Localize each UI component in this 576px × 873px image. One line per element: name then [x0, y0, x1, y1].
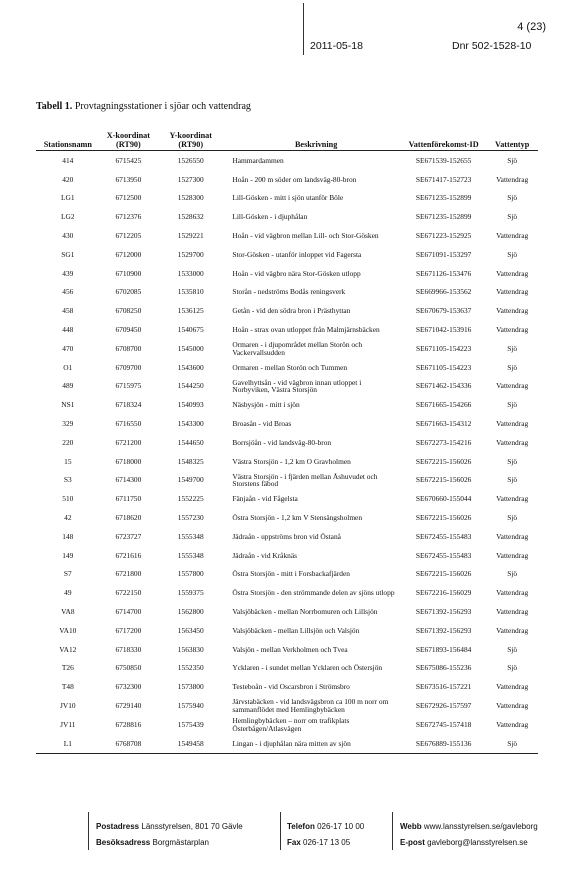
cell-vattentyp: Sjö: [507, 569, 518, 579]
cell-vattenforekomst-id: SE671105-154223: [416, 343, 472, 353]
cell-x-koordinat: 6716550: [115, 419, 142, 428]
cell-stationsnamn: 49: [64, 588, 72, 598]
cell-vattenforekomst-id: SE672215-156026: [415, 569, 472, 579]
cell-y-koordinat: 1536125: [177, 306, 204, 316]
cell-stationsnamn: 220: [62, 437, 74, 447]
cell-vattentyp: Vattendrag: [496, 287, 529, 297]
cell-y-koordinat: 1557230: [177, 512, 204, 522]
cell-vattentyp: Sjö: [507, 663, 518, 673]
cell-x-koordinat: 6712500: [115, 193, 142, 203]
cell-x-koordinat: 6721616: [115, 550, 142, 560]
table-row: [36, 226, 538, 245]
cell-x-koordinat: 6732300: [115, 682, 142, 692]
cell-beskrivning: Ycklaren - i sundet mellan Ycklaren och Östersjön: [232, 663, 383, 673]
cell-vattentyp: Vattendrag: [496, 325, 529, 335]
cell-y-koordinat: 1544650: [177, 437, 204, 447]
cell-x-koordinat: 6709700: [115, 362, 142, 372]
cell-stationsnamn: LG2: [61, 212, 75, 222]
cell-stationsnamn: VA12: [59, 644, 77, 654]
epost-link[interactable]: gavleborg@lansstyrelsen.se: [424, 838, 528, 847]
cell-vattenforekomst-id: SE672215-156026: [415, 512, 472, 522]
cell-vattentyp: Sjö: [507, 193, 518, 203]
footer: [0, 812, 576, 852]
table-row: [36, 546, 538, 565]
cell-stationsnamn: JV11: [60, 719, 76, 729]
cell-vattentyp: Vattendrag: [496, 606, 529, 616]
cell-vattenforekomst-id: SE672216-156029: [415, 588, 472, 598]
cell-x-koordinat: 6768708: [100, 734, 157, 753]
cell-vattenforekomst-id: SE671462-154336: [415, 381, 472, 391]
cell-y-koordinat: 1555348: [177, 531, 204, 541]
table-row: [36, 302, 538, 321]
cell-stationsnamn: JV10: [60, 700, 76, 710]
cell-beskrivning: Lill-Gösken - mitt i sjön utanför Böle: [232, 193, 344, 203]
cell-stationsnamn: 448: [62, 325, 74, 335]
cell-y-koordinat: 1543600: [177, 362, 204, 372]
cell-y-koordinat: 1549458: [157, 734, 224, 753]
page-number: 4 (23): [517, 21, 546, 33]
cell-stationsnamn: T48: [61, 682, 74, 692]
cell-stationsnamn: 489: [62, 381, 74, 391]
cell-vattenforekomst-id: SE671223-152925: [415, 231, 472, 241]
document-number: Dnr 502-1528-10: [452, 40, 532, 52]
table-row: [36, 602, 538, 621]
cell-vattentyp: Sjö: [507, 475, 518, 485]
cell-beskrivning: Östra Storsjön - 1,2 km V Stensängsholmen: [232, 512, 363, 522]
cell-y-koordinat: 1543300: [177, 419, 204, 428]
cell-y-koordinat: 1552350: [177, 663, 204, 673]
cell-beskrivning: Ormaren - mellan Storön och Tummen: [232, 362, 348, 372]
header-beskrivning: Beskrivning: [224, 132, 401, 151]
cell-y-koordinat: 1563830: [177, 644, 204, 654]
cell-vattenforekomst-id: SE672455-155483: [415, 531, 472, 541]
cell-y-koordinat: 1529221: [177, 231, 204, 241]
table-row: [36, 151, 538, 170]
cell-vattenforekomst-id: SE670660-155044: [415, 494, 472, 504]
document-date: 2011-05-18: [310, 40, 363, 52]
table-row: [36, 433, 538, 452]
cell-stationsnamn: VA8: [61, 606, 75, 616]
cell-y-koordinat: 1559375: [177, 588, 204, 598]
cell-beskrivning: Valsjöbäcken - mellan Lillsjön och Valsjön: [232, 625, 360, 635]
table-row: [36, 490, 538, 509]
cell-vattentyp: Sjö: [507, 249, 518, 259]
cell-stationsnamn: 329: [62, 419, 74, 428]
postadress-value: Länsstyrelsen, 801 70 Gävle: [139, 822, 243, 831]
cell-stationsnamn: S7: [63, 569, 72, 579]
cell-y-koordinat: 1545000: [177, 343, 204, 353]
cell-beskrivning: Ormaren - i djupområdet mellan Storön och Vackervallsudden: [232, 340, 363, 357]
table-row: [36, 189, 538, 208]
cell-vattenforekomst-id: SE672745-157418: [415, 719, 472, 729]
cell-y-koordinat: 1528632: [177, 212, 204, 222]
table-row: [36, 584, 538, 603]
cell-x-koordinat: 6721800: [115, 569, 142, 579]
cell-vattentyp: Vattendrag: [496, 550, 529, 560]
cell-vattentyp: Vattendrag: [496, 700, 529, 710]
cell-stationsnamn: 148: [62, 531, 74, 541]
cell-x-koordinat: 6710900: [115, 268, 142, 278]
cell-vattentyp: Vattendrag: [496, 625, 529, 635]
cell-vattenforekomst-id: SE672215-156026: [415, 456, 472, 466]
cell-x-koordinat: 6718324: [115, 400, 142, 410]
cell-vattenforekomst-id: SE671539-152655: [415, 155, 472, 165]
cell-beskrivning: Jädraån - uppströms bron vid Östanå: [232, 531, 341, 541]
cell-vattentyp: Vattendrag: [496, 306, 529, 316]
cell-vattentyp: Vattendrag: [496, 419, 529, 428]
cell-vattenforekomst-id: SE675086-155236: [415, 663, 472, 673]
cell-stationsnamn: 470: [62, 343, 74, 353]
cell-vattentyp: Sjö: [486, 734, 538, 753]
cell-vattentyp: Vattendrag: [496, 588, 529, 598]
cell-stationsnamn: 458: [62, 306, 74, 316]
table-row: [36, 320, 538, 339]
cell-beskrivning: Storån - nedströms Bodås reningsverk: [232, 287, 346, 297]
table-body: [36, 151, 538, 754]
cell-x-koordinat: 6709450: [115, 325, 142, 335]
cell-vattentyp: Sjö: [507, 212, 518, 222]
cell-x-koordinat: 6718330: [115, 644, 142, 654]
footer-divider: [88, 812, 89, 850]
cell-vattentyp: Sjö: [507, 155, 518, 165]
cell-y-koordinat: 1535810: [177, 287, 204, 297]
stations-table: [36, 132, 538, 754]
cell-stationsnamn: 15: [64, 456, 72, 466]
caption-text: Provtagningsstationer i sjöar och vattendrag: [72, 101, 251, 112]
cell-vattenforekomst-id: SE672273-154216: [415, 437, 472, 447]
fax-label: Fax: [287, 838, 301, 847]
table-row: [36, 170, 538, 189]
table-row: [36, 452, 538, 471]
cell-beskrivning: Hoån - strax ovan utloppet från Malmjärnsbäcken: [232, 325, 380, 335]
table-row: [36, 339, 538, 358]
cell-vattentyp: Vattendrag: [496, 531, 529, 541]
cell-vattentyp: Vattendrag: [496, 231, 529, 241]
cell-y-koordinat: 1527300: [177, 174, 204, 184]
cell-vattentyp: Sjö: [507, 343, 518, 353]
cell-y-koordinat: 1540993: [177, 400, 204, 410]
header-vattenforekomst-id: Vattenförekomst-ID: [401, 132, 486, 151]
cell-y-koordinat: 1548325: [177, 456, 204, 466]
table-row: [36, 734, 538, 753]
cell-vattentyp: Sjö: [507, 400, 518, 410]
footer-webb: [400, 819, 538, 835]
cell-x-koordinat: 6714300: [115, 475, 142, 485]
cell-stationsnamn: L1: [36, 734, 100, 753]
footer-epost: [400, 835, 538, 851]
cell-y-koordinat: 1526550: [177, 155, 204, 165]
cell-vattenforekomst-id: SE671665-154266: [415, 400, 472, 410]
cell-beskrivning: Östra Storsjön - den strömmande delen av sjöns utlopp: [232, 588, 395, 598]
webb-label: Webb: [400, 822, 422, 831]
cell-vattenforekomst-id: SE671235-152899: [415, 212, 472, 222]
cell-x-koordinat: 6718000: [115, 456, 142, 466]
cell-stationsnamn: 420: [62, 174, 74, 184]
cell-x-koordinat: 6712205: [115, 231, 142, 241]
cell-x-koordinat: 6722150: [115, 588, 142, 598]
table-row: [36, 358, 538, 377]
footer-address-block: [96, 819, 243, 851]
cell-stationsnamn: 42: [64, 512, 72, 522]
cell-vattenforekomst-id: SE671091-153297: [415, 249, 472, 259]
cell-x-koordinat: 6713950: [115, 174, 142, 184]
cell-beskrivning: Broasån - vid Broas: [232, 419, 292, 428]
cell-vattenforekomst-id: SE671392-156293: [415, 625, 472, 635]
footer-web-block: [400, 819, 538, 851]
table-row: [36, 659, 538, 678]
cell-vattenforekomst-id: SE671392-156293: [415, 606, 472, 616]
cell-x-koordinat: 6708250: [115, 306, 142, 316]
cell-y-koordinat: 1563450: [177, 625, 204, 635]
cell-vattenforekomst-id: SE671105-154223: [416, 362, 472, 372]
cell-beskrivning: Testeboån - vid Oscarsbron i Strömsbro: [232, 682, 350, 692]
webb-link[interactable]: www.lansstyrelsen.se/gavleborg: [421, 822, 538, 831]
postadress-label: Postadress: [96, 822, 140, 831]
cell-stationsnamn: LG1: [61, 193, 75, 203]
cell-x-koordinat: 6729140: [115, 700, 142, 710]
cell-stationsnamn: VA10: [59, 625, 77, 635]
header-y-koordinat: Y-koordinat (RT90): [157, 132, 224, 151]
cell-x-koordinat: 6750850: [115, 663, 142, 673]
cell-y-koordinat: 1557800: [177, 569, 204, 579]
footer-divider: [280, 812, 281, 850]
cell-y-koordinat: 1544250: [177, 381, 204, 391]
cell-x-koordinat: 6712376: [115, 212, 142, 222]
cell-stationsnamn: 430: [62, 231, 74, 241]
cell-beskrivning: Näsbysjön - mitt i sjön: [232, 400, 300, 410]
cell-y-koordinat: 1528300: [177, 193, 204, 203]
cell-y-koordinat: 1549700: [177, 475, 204, 485]
table-row: [36, 471, 538, 490]
cell-y-koordinat: 1573800: [177, 682, 204, 692]
telefon-label: Telefon: [287, 822, 315, 831]
cell-stationsnamn: 414: [62, 155, 74, 165]
cell-vattenforekomst-id: SE670679-153637: [415, 306, 472, 316]
table-row: [36, 245, 538, 264]
cell-x-koordinat: 6712000: [115, 249, 142, 259]
table-row: [36, 621, 538, 640]
table-row: [36, 696, 538, 715]
cell-vattentyp: Vattendrag: [496, 719, 529, 729]
cell-stationsnamn: S3: [63, 475, 72, 485]
cell-x-koordinat: 6711750: [115, 494, 142, 504]
cell-beskrivning: Västra Storsjön - i fjärden mellan Åshuvudet och Storstens fäbod: [232, 471, 378, 489]
cell-x-koordinat: 6728816: [115, 719, 142, 729]
table-row: [36, 527, 538, 546]
table-row: [36, 715, 538, 734]
table-row: [36, 678, 538, 697]
cell-vattenforekomst-id: SE672215-156026: [415, 475, 472, 485]
cell-stationsnamn: T26: [61, 663, 74, 673]
cell-beskrivning: Hoån - 200 m söder om landsväg-80-bron: [232, 174, 357, 184]
table-row: [36, 414, 538, 433]
cell-vattentyp: Sjö: [507, 456, 518, 466]
cell-stationsnamn: 456: [62, 287, 74, 297]
footer-divider: [392, 812, 393, 850]
cell-beskrivning: Valsjön - mellan Verkholmen och Tvea: [232, 644, 348, 654]
cell-x-koordinat: 6721200: [115, 437, 142, 447]
table-row: [36, 208, 538, 227]
footer-phone-block: [287, 819, 364, 851]
cell-vattentyp: Vattendrag: [496, 174, 529, 184]
besoksadress-label: Besöksadress: [96, 838, 151, 847]
cell-vattenforekomst-id: SE672455-155483: [415, 550, 472, 560]
cell-vattentyp: Vattendrag: [496, 437, 529, 447]
cell-y-koordinat: 1540675: [177, 325, 204, 335]
cell-beskrivning: Jädraån - vid Kråknäs: [232, 550, 298, 560]
cell-x-koordinat: 6715975: [115, 381, 142, 391]
cell-vattenforekomst-id: SE671893-156484: [415, 644, 472, 654]
cell-stationsnamn: NS1: [61, 400, 75, 410]
cell-vattenforekomst-id: SE671417-152723: [415, 174, 472, 184]
cell-beskrivning: Borrsjöån - vid landsväg-80-bron: [232, 437, 332, 447]
cell-y-koordinat: 1575940: [177, 700, 204, 710]
cell-x-koordinat: 6714700: [115, 606, 142, 616]
cell-vattentyp: Vattendrag: [496, 381, 529, 391]
cell-beskrivning: Gavelhyttsån - vid vägbron innan utloppet i Norbyviken, Västra Storsjön: [232, 377, 362, 395]
table-row: [36, 508, 538, 527]
cell-beskrivning: Hoån - vid vägbro nära Stor-Gösken utlopp: [232, 268, 361, 278]
cell-vattenforekomst-id: SE671663-154312: [415, 419, 472, 428]
cell-y-koordinat: 1575439: [177, 719, 204, 729]
footer-postadress: [96, 819, 243, 835]
cell-y-koordinat: 1555348: [177, 550, 204, 560]
header-divider: [303, 3, 304, 55]
cell-beskrivning: Järvstabäcken - vid landsvägsbron ca 100 m norr om sammanflödet med Hemlingbybäcken: [232, 697, 389, 714]
table-row: [36, 565, 538, 584]
footer-fax: [287, 835, 364, 851]
cell-x-koordinat: 6702085: [115, 287, 142, 297]
cell-vattentyp: Sjö: [507, 362, 518, 372]
cell-vattentyp: Vattendrag: [496, 268, 529, 278]
cell-vattenforekomst-id: SE671126-153476: [416, 268, 472, 278]
cell-x-koordinat: 6718620: [115, 512, 142, 522]
cell-vattentyp: Sjö: [507, 644, 518, 654]
table-row: [36, 377, 538, 396]
cell-vattentyp: Vattendrag: [496, 494, 529, 504]
table-row: [36, 283, 538, 302]
footer-telefon: [287, 819, 364, 835]
table-caption: [36, 101, 251, 112]
cell-beskrivning: Stor-Gösken - utanför inloppet vid Fagersta: [232, 249, 362, 259]
cell-vattenforekomst-id: SE671235-152899: [415, 193, 472, 203]
cell-beskrivning: Lingan - i djuphålan nära mitten av sjön: [224, 734, 401, 753]
cell-beskrivning: Valsjöbäcken - mellan Norrbomuren och Lillsjön: [232, 606, 378, 616]
cell-x-koordinat: 6715425: [115, 155, 142, 165]
cell-beskrivning: Västra Storsjön - 1,2 km O Gravholmen: [232, 456, 351, 466]
cell-beskrivning: Hemlingbybäcken – norr om trafikplats Österbågen/Atlasvägen: [232, 715, 350, 733]
caption-label: Tabell 1.: [36, 101, 73, 112]
footer-besoksadress: [96, 835, 243, 851]
cell-stationsnamn: O1: [63, 362, 73, 372]
cell-vattenforekomst-id: SE673516-157221: [415, 682, 472, 692]
cell-vattenforekomst-id: SE672926-157597: [415, 700, 472, 710]
cell-beskrivning: Hammardammen: [232, 155, 284, 165]
cell-x-koordinat: 6717200: [115, 625, 142, 635]
table-row: [36, 640, 538, 659]
cell-stationsnamn: 510: [62, 494, 74, 504]
cell-stationsnamn: SG1: [61, 249, 75, 259]
cell-vattenforekomst-id: SE671042-153916: [415, 325, 472, 335]
table-header-row: [36, 132, 538, 151]
besoksadress-value: Borgmästarplan: [150, 838, 209, 847]
table-row: [36, 264, 538, 283]
cell-beskrivning: Fänjaån - vid Fågelsta: [232, 494, 298, 504]
cell-stationsnamn: 149: [62, 550, 74, 560]
table-row: [36, 396, 538, 415]
cell-vattentyp: Vattendrag: [496, 682, 529, 692]
cell-beskrivning: Östra Storsjön - mitt i Forsbackafjärden: [232, 569, 350, 579]
telefon-value: 026-17 10 00: [314, 822, 365, 831]
cell-stationsnamn: 439: [62, 268, 74, 278]
epost-label: E-post: [400, 838, 425, 847]
cell-vattenforekomst-id: SE669966-153562: [415, 287, 472, 297]
cell-beskrivning: Lill-Gösken - i djuphålan: [232, 212, 308, 222]
header-stationsnamn: Stationsnamn: [36, 132, 100, 151]
cell-y-koordinat: 1529700: [177, 249, 204, 259]
cell-y-koordinat: 1552225: [177, 494, 204, 504]
cell-vattentyp: Sjö: [507, 512, 518, 522]
cell-x-koordinat: 6723727: [115, 531, 142, 541]
cell-beskrivning: Hoån - vid vägbron mellan Lill- och Stor-Gösken: [232, 231, 379, 241]
cell-y-koordinat: 1533000: [177, 268, 204, 278]
cell-x-koordinat: 6708700: [115, 343, 142, 353]
cell-beskrivning: Getån - vid den södra bron i Prästhyttan: [232, 306, 351, 316]
cell-y-koordinat: 1562800: [177, 606, 204, 616]
cell-vattenforekomst-id: SE676889-155136: [401, 734, 486, 753]
header-x-koordinat: X-koordinat (RT90): [100, 132, 157, 151]
fax-value: 026-17 13 05: [300, 838, 351, 847]
header-vattentyp: Vattentyp: [486, 132, 538, 151]
